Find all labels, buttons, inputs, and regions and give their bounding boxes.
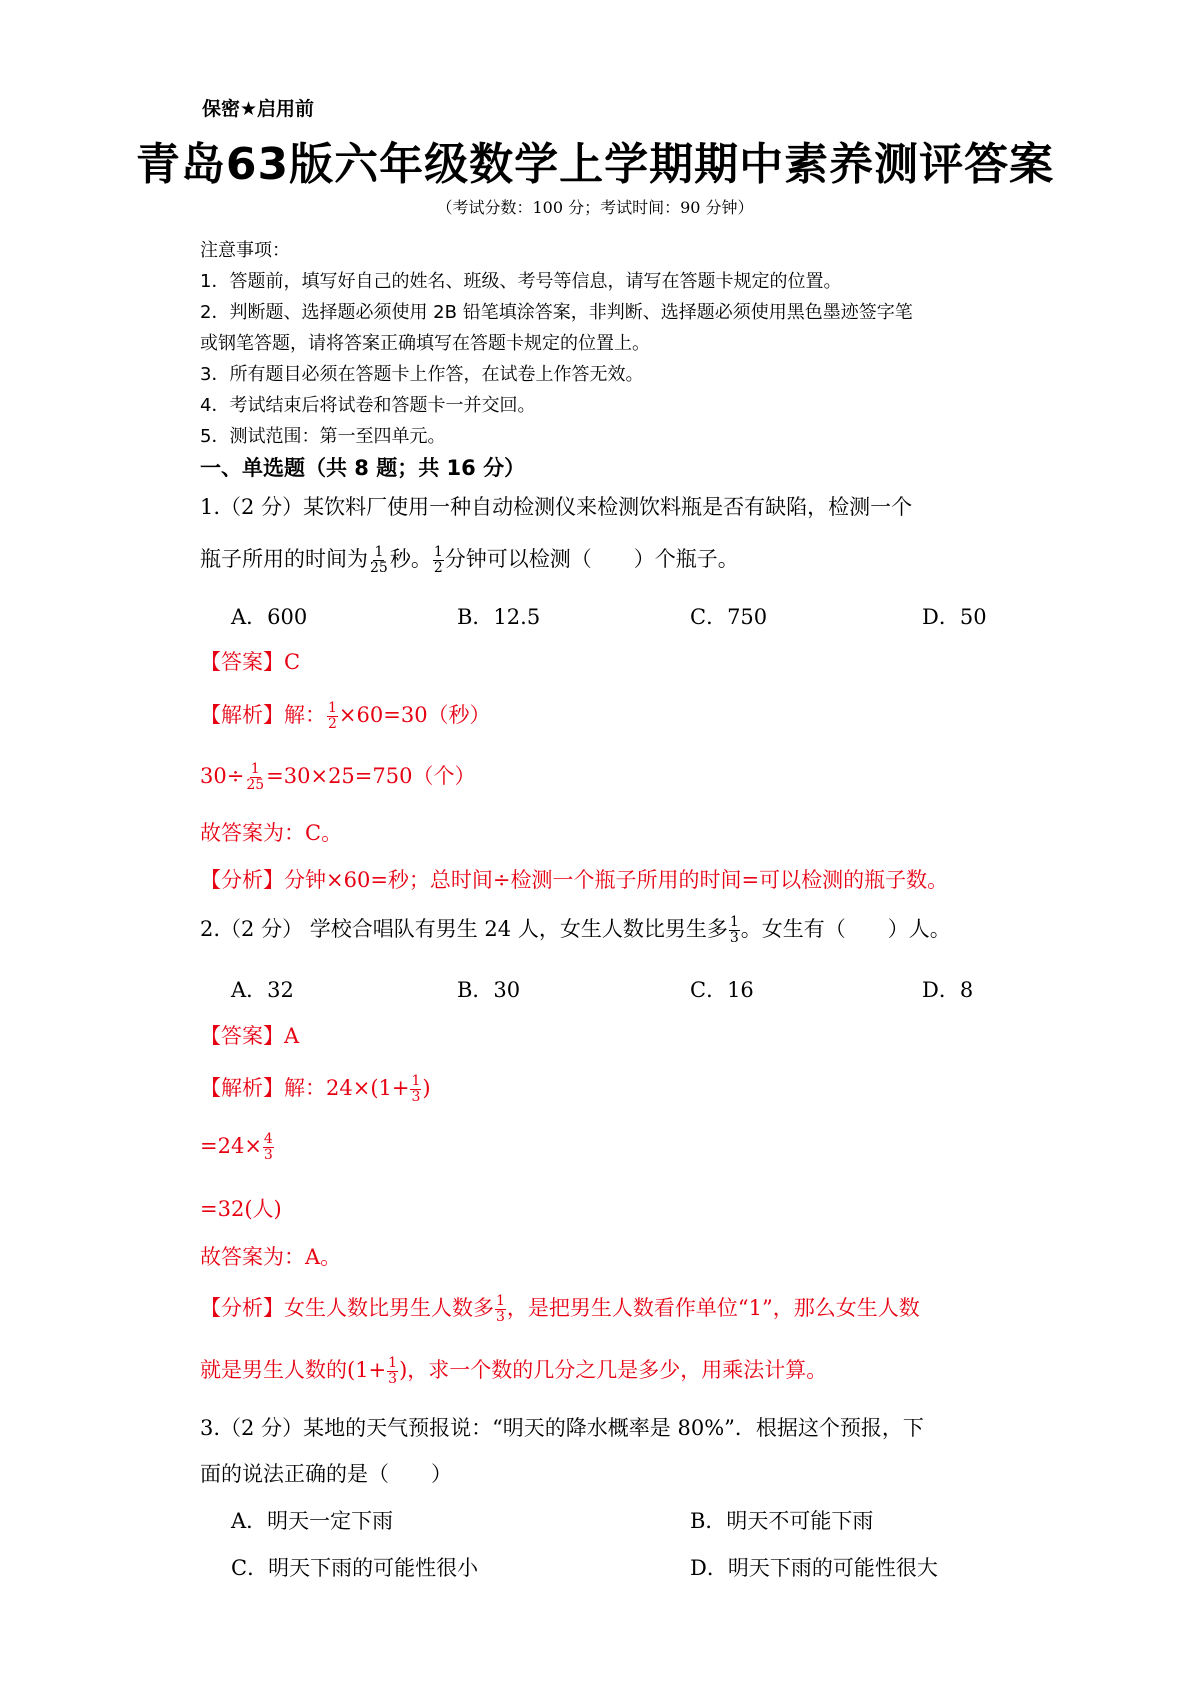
fraction [729,915,740,946]
answer: 【答案】C [200,650,301,674]
note-item: 4．考试结束后将试卷和答题卡一并交回。 [200,395,536,416]
option-d: D．明天下雨的可能性很大 [690,1556,938,1580]
question-3-stem-line2: 面的说法正确的是（ ） [200,1462,452,1486]
stem-text: 2.（2 分） 学校合唱队有男生 24 人，女生人数比男生多 [200,917,728,941]
denominator: 2 [328,716,337,732]
solution-text: =24× [200,1134,262,1158]
section-heading: 一、单选题（共 8 题；共 16 分） [200,456,526,480]
solution-text: 30÷ [200,764,245,788]
fraction [369,545,389,576]
analysis-line2 [200,1354,827,1387]
denominator: 2 [433,560,443,576]
numerator: 1 [328,700,337,716]
fraction [410,1074,421,1105]
option-c: C．明天下雨的可能性很小 [231,1556,479,1580]
numerator: 1 [374,544,384,560]
notes-heading: 注意事项： [200,240,290,261]
numerator: 1 [496,1293,505,1309]
analysis-text: 【分析】女生人数比男生人数多 [200,1296,494,1320]
confidential-label: 保密★启用前 [202,98,315,120]
fraction [263,1132,274,1163]
solution-text: =30×25=750（个） [266,764,476,788]
denominator: 3 [263,1147,273,1163]
question-3-stem: 3.（2 分）某地的天气预报说：“明天的降水概率是 80%”．根据这个预报，下 [200,1416,924,1440]
solution-line [200,1072,431,1105]
option-b: B．30 [457,978,521,1002]
analysis-text: ，是把男生人数看作单位“1”，那么女生人数 [506,1296,920,1320]
option-a: A．32 [231,978,294,1002]
solution-line [200,760,475,793]
question-2-stem [200,913,951,946]
note-item: 2．判断题、选择题必须使用 2B 铅笔填涂答案，非判断、选择题必须使用黑色墨迹签字笔 [200,302,913,323]
question-1-stem: 1.（2 分）某饮料厂使用一种自动检测仪来检测饮料瓶是否有缺陷，检测一个 [200,495,913,519]
stem-text: 秒。 [389,547,432,571]
solution-line: =32(人) [200,1197,282,1221]
solution-text: 【解析】解：24×(1+ [200,1076,410,1100]
numerator: 1 [729,914,739,930]
numerator: 4 [263,1131,273,1147]
option-d: D．50 [922,605,987,629]
option-a: A．600 [231,605,308,629]
numerator: 1 [388,1355,398,1371]
solution-line [200,1132,275,1163]
numerator: 1 [250,761,260,777]
exam-info: （考试分数：100 分；考试时间：90 分钟） [436,198,754,217]
stem-text: 瓶子所用的时间为 [200,547,368,571]
fraction [433,545,444,576]
option-a: A．明天一定下雨 [231,1509,394,1533]
page-title: 青岛63版六年级数学上学期期中素养测评答案 [135,139,1055,190]
fraction [387,1356,398,1387]
analysis-text: )，求一个数的几分之几是多少，用乘法计算。 [399,1358,828,1382]
denominator: 3 [411,1089,421,1105]
fraction [495,1294,506,1325]
note-item: 或钢笔答题，请将答案正确填写在答题卡规定的位置上。 [200,333,650,354]
answer: 【答案】A [200,1024,300,1048]
fraction [327,701,338,732]
analysis: 【分析】分钟×60=秒；总时间÷检测一个瓶子所用的时间=可以检测的瓶子数。 [200,868,949,892]
question-1-stem-line2 [200,543,739,576]
fraction [245,762,265,793]
solution-text: ) [422,1076,431,1100]
solution-conclusion: 故答案为：A。 [200,1245,342,1269]
note-item: 5．测试范围：第一至四单元。 [200,426,446,447]
denominator: 3 [388,1371,398,1387]
note-item: 1．答题前，填写好自己的姓名、班级、考号等信息，请写在答题卡规定的位置。 [200,271,842,292]
solution-text: 【解析】解： [200,703,326,727]
numerator: 1 [433,544,443,560]
stem-text: 分钟可以检测（ ）个瓶子。 [444,547,739,571]
denominator: 3 [729,930,739,946]
analysis [200,1292,920,1325]
solution-conclusion: 故答案为：C。 [200,821,343,845]
option-b: B．12.5 [457,605,541,629]
solution-text: ×60=30（秒） [338,703,491,727]
denominator: 25 [370,560,388,576]
analysis-text: 就是男生人数的(1+ [200,1358,387,1382]
denominator: 25 [246,777,265,793]
option-d: D．8 [922,978,974,1002]
denominator: 3 [496,1309,505,1325]
stem-text: 。女生有（ ）人。 [740,917,951,941]
option-c: C．750 [690,605,768,629]
note-item: 3．所有题目必须在答题卡上作答，在试卷上作答无效。 [200,364,644,385]
solution-line [200,699,491,732]
numerator: 1 [411,1073,421,1089]
option-c: C．16 [690,978,754,1002]
option-b: B．明天不可能下雨 [690,1509,874,1533]
